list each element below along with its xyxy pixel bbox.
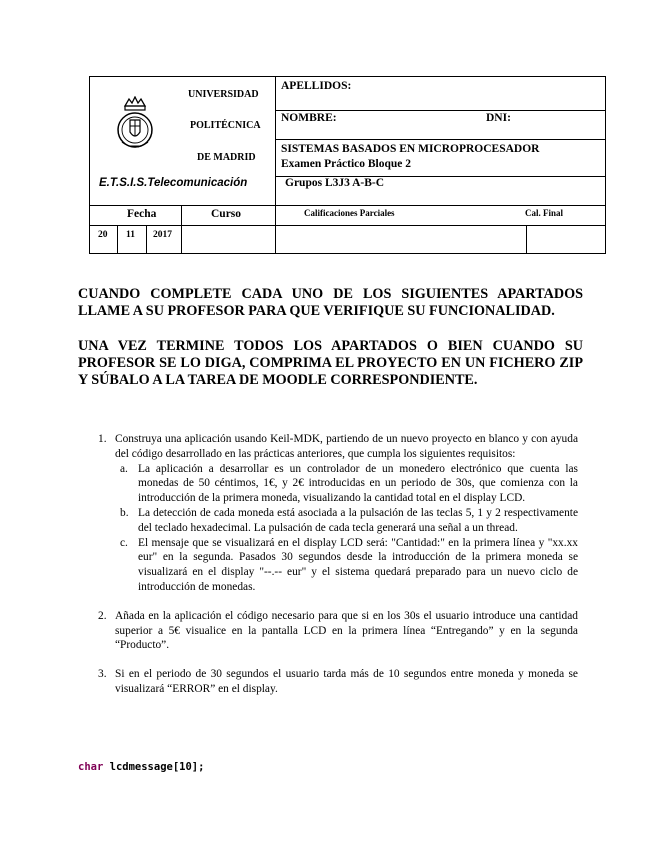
nombre-label: NOMBRE: xyxy=(281,112,337,124)
subtask-text: El mensaje que se visualizará en el display LCD será: "Cantidad:" en la primera línea y "xx.xx eur" en la segunda. Pasados 30 segundos desde la introducción de la primera moneda se visualizará en el display "--.-- eur" y el sistema quedará preparado para un nuevo ciclo de introducción de monedas. xyxy=(138,536,578,593)
task-number: 1. xyxy=(98,433,107,445)
subtask-b xyxy=(98,506,578,536)
instruction-submit: UNA VEZ TERMINE TODOS LOS APARTADOS O BIEN CUANDO SU PROFESOR SE LO DIGA, COMPRIMA EL PROYECTO EN UN FICHERO ZIP Y SÚBALO A LA TAREA DE MOODLE CORRESPONDIENTE. xyxy=(78,338,583,388)
university-name-line3: DE MADRID xyxy=(197,152,256,163)
course-title: SISTEMAS BASADOS EN MICROPROCESADOR xyxy=(281,143,540,155)
task-list xyxy=(98,432,578,697)
subtask-a xyxy=(98,462,578,506)
apellidos-label: APELLIDOS: xyxy=(281,80,352,92)
date-month: 11 xyxy=(126,230,135,240)
date-year: 2017 xyxy=(153,230,172,240)
grades-row-line xyxy=(89,205,606,206)
code-declaration: lcdmessage[10]; xyxy=(103,761,205,773)
curso-label: Curso xyxy=(211,208,242,220)
subtask-c xyxy=(98,536,578,595)
fecha-curso-divider xyxy=(181,205,182,254)
cal-final-label: Cal. Final xyxy=(525,208,564,218)
instruction-verify: CUANDO COMPLETE CADA UNO DE LOS SIGUIENTES APARTADOS LLAME A SU PROFESOR PARA QUE VERIFIQUE SU FUNCIONALIDAD. xyxy=(78,286,583,319)
task-text: Si en el periodo de 30 segundos el usuario tarda más de 10 segundos entre moneda y moneda se visualizará “ERROR” en el display. xyxy=(115,668,578,695)
task-text: Construya una aplicación usando Keil-MDK, partiendo de un nuevo proyecto en blanco y con ayuda del código desarrollado en las prácticas anteriores, que cumpla los siguientes requisitos: xyxy=(115,433,578,460)
school-name: E.T.S.I.S.Telecomunicación xyxy=(99,177,248,189)
final-grade-divider xyxy=(526,225,527,254)
university-name-line1: UNIVERSIDAD xyxy=(188,89,259,100)
groups-label: Grupos L3J3 A-B-C xyxy=(285,177,385,189)
dni-label: DNI: xyxy=(486,112,511,124)
nombre-row-line xyxy=(275,139,606,140)
apellidos-row-line xyxy=(275,110,606,111)
task-number: 2. xyxy=(98,609,107,622)
university-name-line2: POLITÉCNICA xyxy=(190,120,261,131)
subtask-letter: a. xyxy=(120,462,128,475)
task-item-2 xyxy=(98,609,578,653)
date-divider-2 xyxy=(146,225,147,254)
calificaciones-parciales-label: Calificaciones Parciales xyxy=(304,208,395,218)
header-divider-vertical xyxy=(275,76,276,254)
date-divider-1 xyxy=(117,225,118,254)
exam-title: Examen Práctico Bloque 2 xyxy=(281,158,411,170)
subtask-text: La aplicación a desarrollar es un controlador de un monedero electrónico que cuenta las monedas de 50 céntimos, 1€, y 2€ introducidas en un periodo de 30s, que comienza con la introducción de la primera moneda, visualizando la cantidad total en el display LCD. xyxy=(138,462,578,505)
subtask-letter: b. xyxy=(120,506,129,519)
subtask-text: La detección de cada moneda está asociada a la pulsación de las teclas 5, 1 y 2 respectivamente del teclado hexadecimal. La pulsación de cada tecla generará una señal a un thread. xyxy=(138,506,578,534)
code-snippet xyxy=(78,761,204,773)
date-row-line xyxy=(89,225,606,226)
task-item-1 xyxy=(98,432,578,462)
task-item-3 xyxy=(98,667,578,697)
university-emblem-icon xyxy=(113,96,157,154)
subtask-letter: c. xyxy=(120,536,128,549)
fecha-label: Fecha xyxy=(127,208,157,220)
task-text: Añada en la aplicación el código necesario para que si en los 30s el usuario introduce una cantidad superior a 5€ visualice en la pantalla LCD en la primera línea “Entregando” y en la segunda “Producto”. xyxy=(115,609,578,652)
task-number: 3. xyxy=(98,668,107,681)
date-day: 20 xyxy=(98,230,108,240)
code-keyword: char xyxy=(78,761,104,773)
